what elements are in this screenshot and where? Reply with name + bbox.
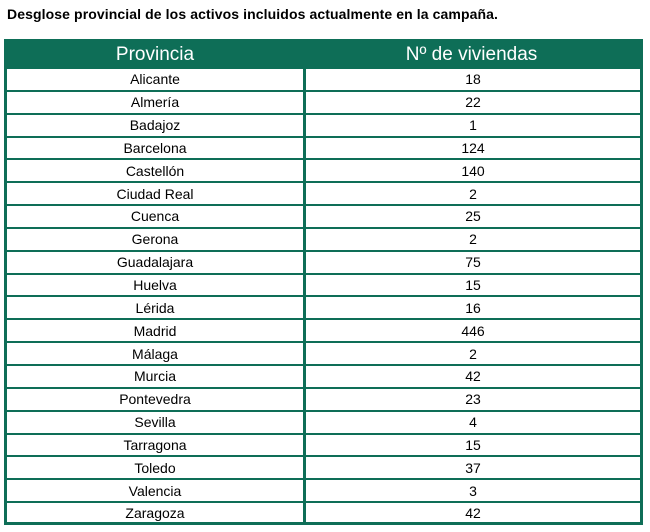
cell-provincia: Castellón xyxy=(7,160,303,181)
cell-provincia: Sevilla xyxy=(7,412,303,433)
table-row xyxy=(7,275,640,296)
table-row xyxy=(7,69,640,90)
cell-provincia: Huelva xyxy=(7,275,303,296)
table-row xyxy=(7,435,640,456)
cell-viviendas: 16 xyxy=(306,297,640,318)
table-row xyxy=(7,503,640,522)
cell-viviendas: 2 xyxy=(306,343,640,364)
provinces-table xyxy=(4,39,643,525)
cell-viviendas: 42 xyxy=(306,366,640,387)
table-row xyxy=(7,343,640,364)
table-row xyxy=(7,366,640,387)
cell-provincia: Guadalajara xyxy=(7,252,303,273)
table-row xyxy=(7,115,640,136)
table-row xyxy=(7,297,640,318)
cell-provincia: Gerona xyxy=(7,229,303,250)
table-body xyxy=(7,69,640,522)
cell-viviendas: 22 xyxy=(306,92,640,113)
cell-viviendas: 42 xyxy=(306,503,640,522)
cell-viviendas: 2 xyxy=(306,229,640,250)
cell-viviendas: 1 xyxy=(306,115,640,136)
cell-provincia: Badajoz xyxy=(7,115,303,136)
header-provincia: Provincia xyxy=(115,44,195,65)
cell-provincia: Almería xyxy=(7,92,303,113)
cell-viviendas: 2 xyxy=(306,183,640,204)
table-row xyxy=(7,457,640,478)
cell-viviendas: 446 xyxy=(306,320,640,341)
cell-provincia: Zaragoza xyxy=(7,503,303,522)
cell-provincia: Toledo xyxy=(7,457,303,478)
table-row xyxy=(7,183,640,204)
cell-provincia: Pontevedra xyxy=(7,389,303,410)
table-row xyxy=(7,92,640,113)
table-row xyxy=(7,480,640,501)
cell-viviendas: 4 xyxy=(306,412,640,433)
cell-viviendas: 23 xyxy=(306,389,640,410)
cell-viviendas: 15 xyxy=(306,275,640,296)
cell-viviendas: 37 xyxy=(306,457,640,478)
cell-provincia: Málaga xyxy=(7,343,303,364)
cell-provincia: Barcelona xyxy=(7,138,303,159)
cell-provincia: Alicante xyxy=(7,69,303,90)
cell-viviendas: 124 xyxy=(306,138,640,159)
cell-provincia: Ciudad Real xyxy=(7,183,303,204)
table-row xyxy=(7,206,640,227)
cell-provincia: Murcia xyxy=(7,366,303,387)
table-caption: Desglose provincial de los activos incluidos actualmente en la campaña. xyxy=(7,6,499,22)
table-row xyxy=(7,160,640,181)
table-row xyxy=(7,412,640,433)
cell-viviendas: 18 xyxy=(306,69,640,90)
table-row xyxy=(7,389,640,410)
cell-viviendas: 25 xyxy=(306,206,640,227)
table-row xyxy=(7,229,640,250)
cell-provincia: Madrid xyxy=(7,320,303,341)
table-row xyxy=(7,252,640,273)
cell-provincia: Tarragona xyxy=(7,435,303,456)
table-row xyxy=(7,138,640,159)
cell-provincia: Lérida xyxy=(7,297,303,318)
table-row xyxy=(7,320,640,341)
cell-viviendas: 140 xyxy=(306,160,640,181)
cell-viviendas: 75 xyxy=(306,252,640,273)
cell-provincia: Cuenca xyxy=(7,206,303,227)
header-viviendas: Nº de viviendas xyxy=(405,44,538,65)
cell-viviendas: 15 xyxy=(306,435,640,456)
table-grid xyxy=(7,42,640,522)
table-header-row xyxy=(7,42,640,67)
cell-provincia: Valencia xyxy=(7,480,303,501)
cell-viviendas: 3 xyxy=(306,480,640,501)
